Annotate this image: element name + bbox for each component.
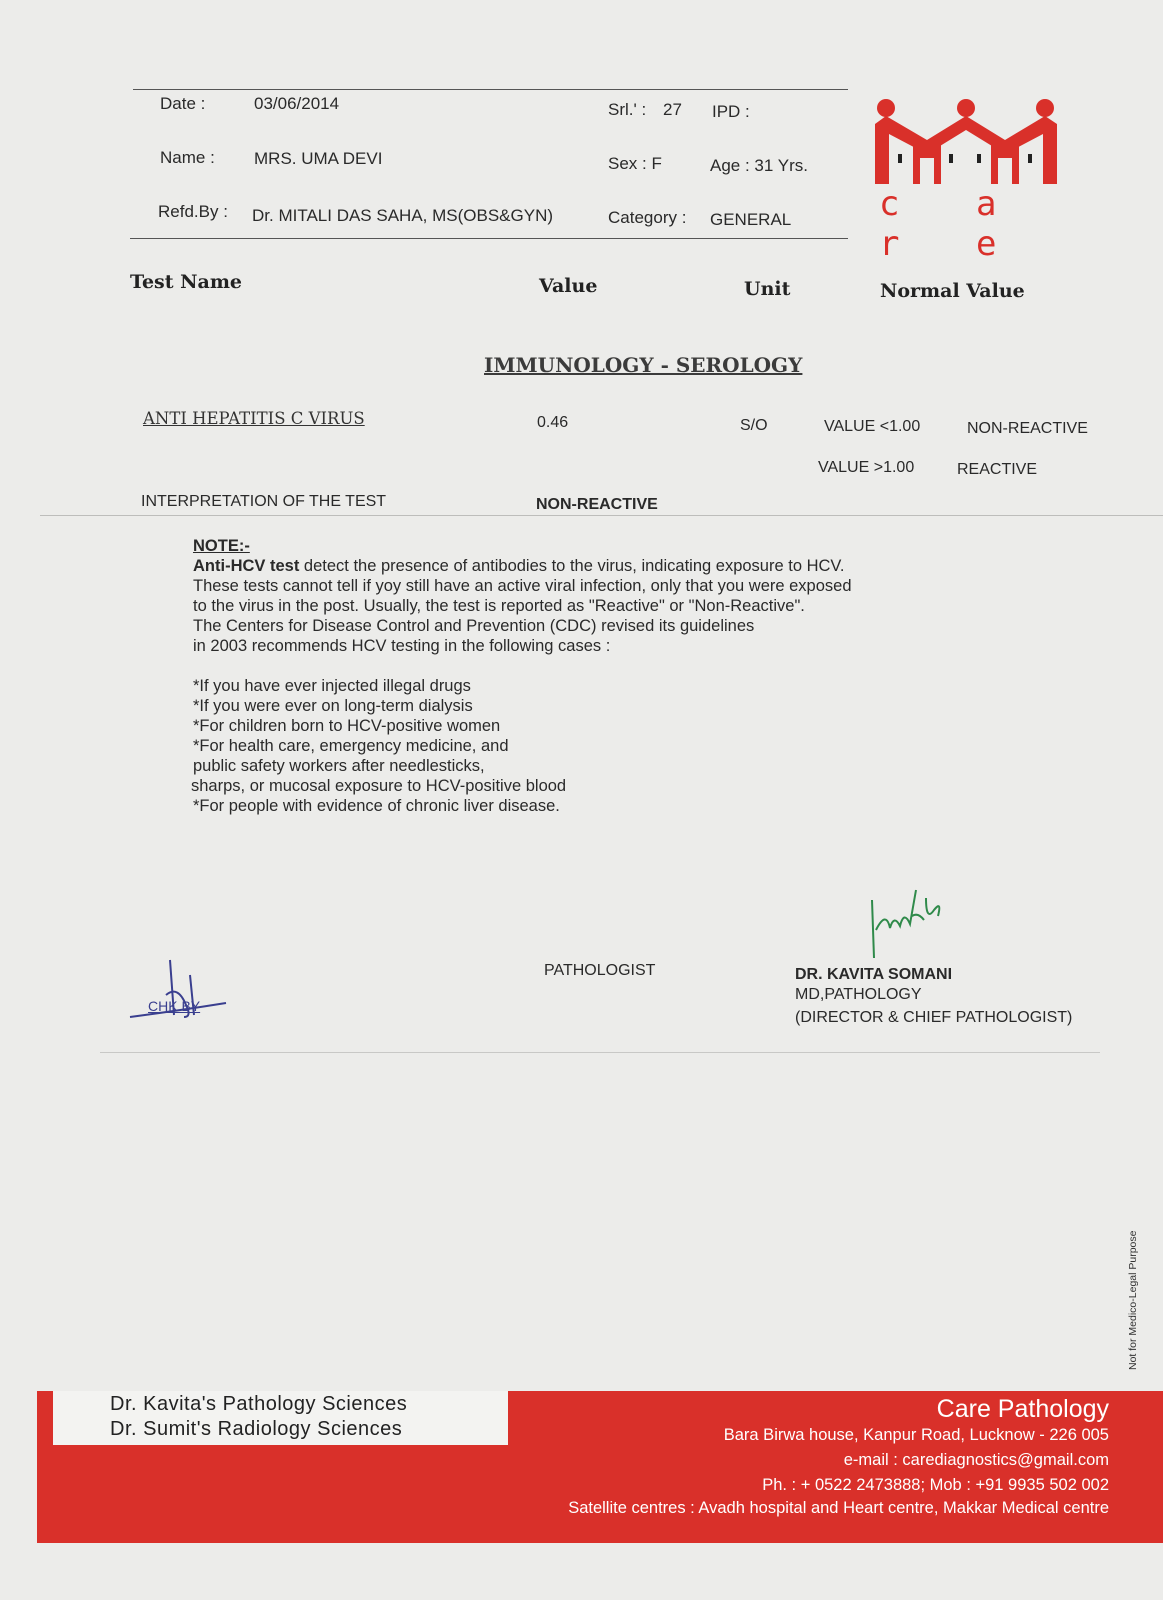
doctor-name: DR. KAVITA SOMANI xyxy=(795,966,953,983)
chk-by-signature xyxy=(126,955,236,1025)
ref2-label: VALUE >1.00 xyxy=(818,459,915,476)
footer-satellite: Satellite centres : Avadh hospital and Heart centre, Makkar Medical centre xyxy=(568,1499,1109,1517)
note-heading: NOTE:- xyxy=(193,537,250,555)
refd-label: Refd.By : xyxy=(158,202,228,221)
interpretation-label: INTERPRETATION OF THE TEST xyxy=(141,493,387,510)
ref1-result: NON-REACTIVE xyxy=(967,420,1088,437)
note-case: *For health care, emergency medicine, and xyxy=(193,737,509,755)
footer-left-line-1: Dr. Kavita's Pathology Sciences xyxy=(110,1393,408,1415)
chk-by-label: CHK.BY xyxy=(148,998,201,1014)
date-value: 03/06/2014 xyxy=(254,94,340,113)
note-case: sharps, or mucosal exposure to HCV-positive blood xyxy=(191,777,567,795)
footer-brand: Care Pathology xyxy=(936,1395,1109,1423)
sex-label-text: Sex : xyxy=(608,154,652,173)
srl-value: 27 xyxy=(663,100,682,119)
header-bottom-rule xyxy=(130,238,848,239)
note-line: to the virus in the post. Usually, the test is reported as "Reactive" or "Non-Reactive". xyxy=(193,597,805,615)
ipd-label: IPD : xyxy=(712,102,750,121)
name-label: Name : xyxy=(160,148,215,167)
col-test-name: Test Name xyxy=(130,271,243,293)
test-value: 0.46 xyxy=(537,414,569,431)
interpretation-value: NON-REACTIVE xyxy=(536,496,658,513)
note-block xyxy=(193,536,852,816)
note-case: *If you were ever on long-term dialysis xyxy=(193,697,473,715)
note-line-1-rest: detect the presence of antibodies to the virus, indicating exposure to HCV. xyxy=(299,557,845,575)
note-bold-lead: Anti-HCV test xyxy=(193,557,300,575)
test-unit: S/O xyxy=(740,417,768,434)
doctor-signature-icon xyxy=(860,870,970,960)
test-name: ANTI HEPATITIS C VIRUS xyxy=(143,409,365,428)
note-case: *For children born to HCV-positive women xyxy=(193,717,501,735)
ref1-label: VALUE <1.00 xyxy=(824,418,921,435)
note-spacer xyxy=(193,656,852,676)
side-note: Not for Medico-Legal Purpose xyxy=(1127,1230,1139,1370)
col-unit: Unit xyxy=(744,278,791,300)
doctor-degree: MD,PATHOLOGY xyxy=(795,986,922,1003)
section-title: IMMUNOLOGY - SEROLOGY xyxy=(484,353,803,377)
sex-value: F xyxy=(651,154,662,173)
category-value: GENERAL xyxy=(710,210,792,229)
care-logo xyxy=(873,96,1059,264)
srl-label: Srl.' : xyxy=(608,100,647,119)
category-label: Category : xyxy=(608,208,687,227)
header-top-rule xyxy=(133,89,848,90)
age-value: Age : 31 Yrs. xyxy=(710,156,808,175)
col-normal-value: Normal Value xyxy=(880,280,1025,302)
signature-rule xyxy=(100,1052,1100,1053)
note-case: public safety workers after needlesticks, xyxy=(193,757,485,775)
interpretation-rule xyxy=(40,515,1163,516)
footer-address: Bara Birwa house, Kanpur Road, Lucknow - 226 005 xyxy=(723,1426,1109,1444)
note-line: The Centers for Disease Control and Prevention (CDC) revised its guidelines xyxy=(193,617,755,635)
note-line-1 xyxy=(193,556,852,576)
refd-value: Dr. MITALI DAS SAHA, MS(OBS&GYN) xyxy=(252,206,554,225)
patient-name: MRS. UMA DEVI xyxy=(254,149,383,168)
note-case: *If you have ever injected illegal drugs xyxy=(193,677,471,695)
doctor-signature xyxy=(860,870,970,960)
footer-left-line-2: Dr. Sumit's Radiology Sciences xyxy=(110,1418,403,1440)
date-label: Date : xyxy=(160,94,206,113)
footer-email: e-mail : carediagnostics@gmail.com xyxy=(843,1451,1109,1469)
pathologist-label: PATHOLOGIST xyxy=(544,962,656,979)
sex-label xyxy=(608,154,662,174)
note-line: in 2003 recommends HCV testing in the following cases : xyxy=(193,637,611,655)
ref2-result: REACTIVE xyxy=(957,461,1038,478)
note-line: These tests cannot tell if yoy still have an active viral infection, only that you were exposed xyxy=(193,577,852,595)
chk-signature-icon xyxy=(126,955,236,1025)
care-logo-text: c a r e xyxy=(879,184,1025,264)
note-case: *For people with evidence of chronic liver disease. xyxy=(193,797,560,815)
doctor-title: (DIRECTOR & CHIEF PATHOLOGIST) xyxy=(795,1009,1073,1026)
col-value: Value xyxy=(539,275,598,297)
footer-phone: Ph. : + 0522 2473888; Mob : +91 9935 502 002 xyxy=(762,1476,1109,1494)
